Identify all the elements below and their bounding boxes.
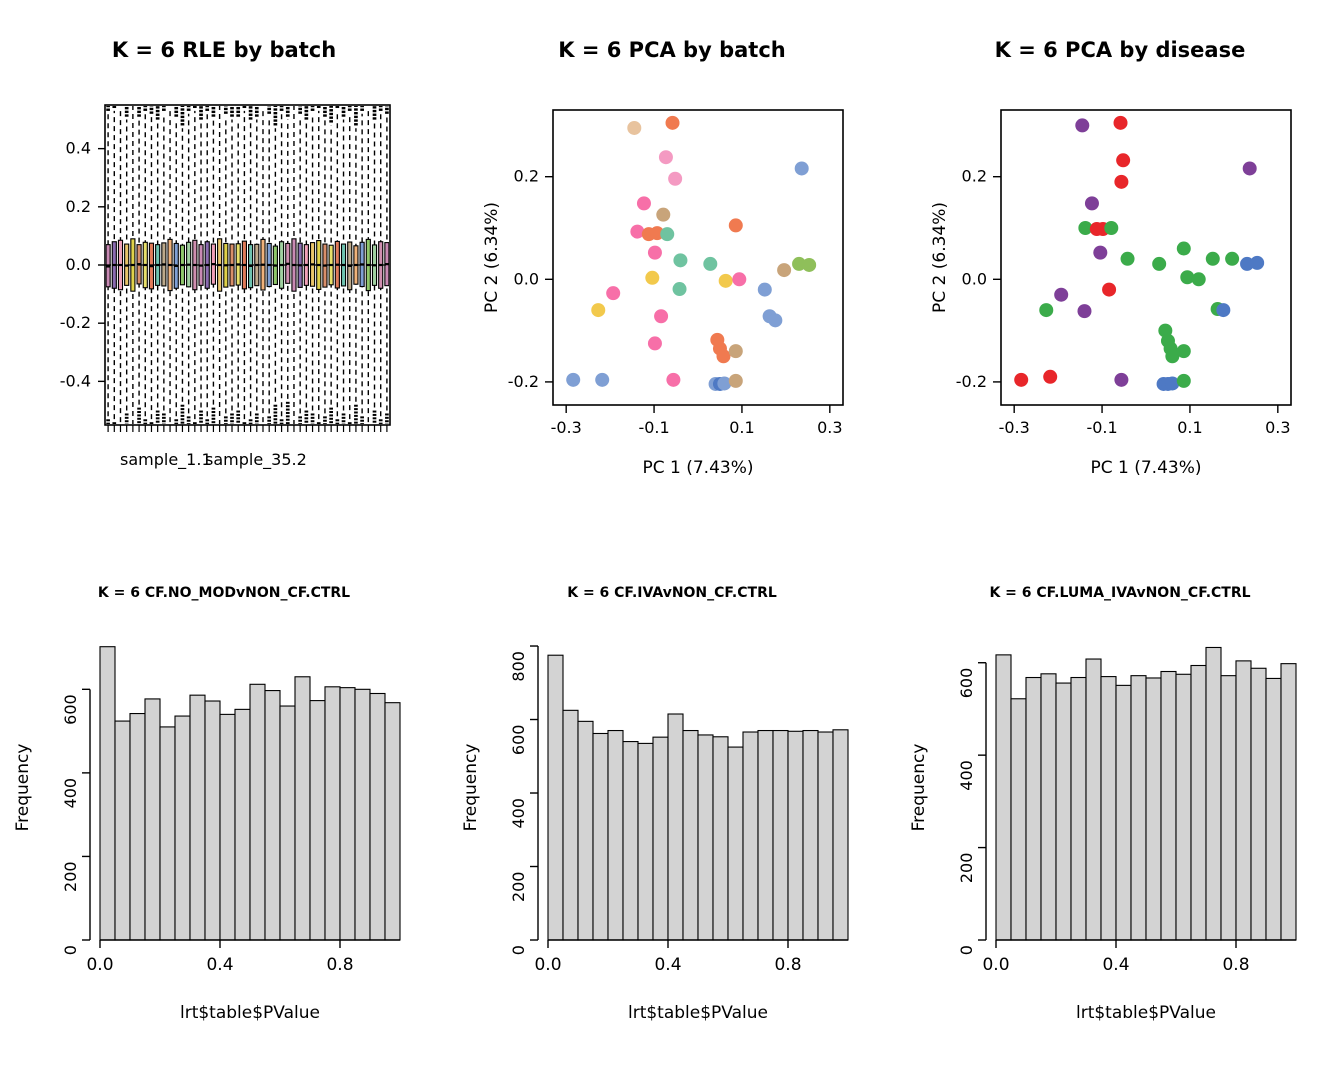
hist1-xlabel: lrt$table$PValue <box>179 1003 321 1023</box>
hist2-bar <box>668 714 683 940</box>
pca-batch-point <box>659 150 673 164</box>
hist2-bar <box>638 743 653 940</box>
pca-disease-point <box>1104 221 1118 235</box>
pca-batch-point <box>637 196 651 210</box>
hist2-bar <box>683 731 698 940</box>
hist3-ylabel: Frequency <box>909 743 929 832</box>
pca-disease-point <box>1114 116 1128 130</box>
hist2-bar <box>803 731 818 940</box>
rle-ytick-label: 0.4 <box>65 138 91 158</box>
hist2-bar <box>773 731 788 940</box>
hist3-bars <box>996 647 1296 940</box>
pca-disease-point <box>1077 304 1091 318</box>
hist2-bar <box>623 742 638 940</box>
hist1-bar <box>355 689 370 940</box>
hist3-bar <box>1131 676 1146 940</box>
pca-disease-point <box>1177 374 1191 388</box>
pca-batch-point <box>673 253 687 267</box>
hist2-ytick-label: 400 <box>509 798 528 829</box>
hist1-xtick-label: 0.4 <box>206 955 234 975</box>
hist2-ytick-label: 800 <box>509 651 528 682</box>
hist2-ytick-label: 600 <box>509 724 528 756</box>
hist2-bar <box>833 730 848 940</box>
pca-disease-point <box>1114 373 1128 387</box>
hist3-bar <box>1146 678 1161 940</box>
hist1-bar <box>295 677 310 940</box>
pca-disease-ylabel: PC 2 (6.34%) <box>930 201 950 314</box>
hist1-xtick-label: 0.8 <box>326 955 354 975</box>
hist2-xlabel: lrt$table$PValue <box>627 1003 769 1023</box>
pca-disease-xtick-label: 0.1 <box>1177 418 1203 437</box>
panel-hist3-title: K = 6 CF.LUMA_IVAvNON_CF.CTRL <box>989 585 1251 601</box>
hist1-bar <box>160 727 175 940</box>
hist1-bar <box>175 716 190 940</box>
pca-batch-ylabel: PC 2 (6.34%) <box>482 201 502 314</box>
pca-disease-xtick-label: 0.3 <box>1265 418 1291 437</box>
hist2-xtick-label: 0.4 <box>654 955 682 975</box>
hist3-ytick-label: 400 <box>957 760 976 791</box>
pca-batch-xtick-label: -0.3 <box>550 418 582 437</box>
pca-batch-point <box>666 116 680 130</box>
hist1-bar <box>265 691 280 940</box>
hist1-bar <box>325 687 340 940</box>
hist1-bar <box>145 699 160 940</box>
pca-batch-point <box>660 227 674 241</box>
hist3-bar <box>1011 699 1026 940</box>
hist2-bar <box>608 731 623 940</box>
pca-batch-ytick-label: -0.2 <box>507 371 539 391</box>
pca-batch-point <box>627 121 641 135</box>
rle-xtick-label-first: sample_1.1 <box>120 450 212 469</box>
hist3-bar <box>1191 666 1206 941</box>
rle-ytick-label: -0.4 <box>59 371 91 391</box>
pca-disease-plot <box>896 75 1344 545</box>
pca-disease-point <box>1250 256 1264 270</box>
pca-batch-point <box>758 283 772 297</box>
pca-disease-point <box>1177 242 1191 256</box>
pca-batch-point <box>666 373 680 387</box>
pca-disease-point <box>1043 370 1057 384</box>
hist1-bar <box>190 695 205 940</box>
pca-disease-point <box>1216 303 1230 317</box>
hist3-bar <box>1101 677 1116 940</box>
hist1-bars <box>100 647 400 940</box>
hist1-ytick-label: 600 <box>61 694 80 725</box>
hist3-bar <box>1266 678 1281 940</box>
hist1-xtick-label: 0.0 <box>86 955 114 975</box>
pca-disease-point <box>1093 246 1107 260</box>
pca-disease-xlabel: PC 1 (7.43%) <box>1090 458 1202 478</box>
pca-batch-ytick-label: 0.2 <box>513 166 539 186</box>
hist2-bar <box>743 732 758 940</box>
pca-batch-point <box>648 246 662 260</box>
panel-hist3 <box>896 560 1344 1060</box>
pca-batch-point <box>729 218 743 232</box>
pca-batch-point <box>673 282 687 296</box>
hist3-ytick-label: 600 <box>957 667 976 699</box>
pca-disease-point <box>1206 252 1220 266</box>
panel-pca-batch-title: K = 6 PCA by batch <box>558 38 786 62</box>
hist2-ytick-label: 200 <box>509 871 528 903</box>
pca-disease-point <box>1152 257 1166 271</box>
pca-batch-point <box>795 161 809 175</box>
hist2-ytick-label: 0 <box>509 945 528 956</box>
hist3-bar <box>1236 661 1251 940</box>
pca-disease-point <box>1054 288 1068 302</box>
pca-disease-point <box>1039 303 1053 317</box>
pca-batch-point <box>716 349 730 363</box>
panel-pca-batch <box>448 20 896 540</box>
pca-batch-point <box>703 257 717 271</box>
pca-disease-ytick-label: -0.2 <box>955 371 987 391</box>
hist2-bar <box>818 732 833 940</box>
pca-disease-point <box>1102 283 1116 297</box>
hist3-bar <box>1251 668 1266 940</box>
hist2-bar <box>758 731 773 940</box>
hist2-bar <box>578 721 593 940</box>
panel-hist1-title: K = 6 CF.NO_MODvNON_CF.CTRL <box>97 585 351 601</box>
rle-plot <box>0 75 448 495</box>
pca-batch-point <box>729 374 743 388</box>
hist3-bar <box>1071 678 1086 940</box>
hist3-bar <box>1206 647 1221 940</box>
pca-batch-point <box>719 274 733 288</box>
panel-rle-title: K = 6 RLE by batch <box>111 38 337 62</box>
panel-hist2 <box>448 560 896 1060</box>
pca-disease-point <box>1177 344 1191 358</box>
hist3-bar <box>1176 674 1191 940</box>
pca-batch-point <box>768 313 782 327</box>
hist1-ytick-label: 200 <box>61 861 80 892</box>
pca-disease-xtick-label: -0.3 <box>998 418 1030 437</box>
hist2-bar <box>728 747 743 940</box>
hist1-bar <box>370 693 385 940</box>
hist3-bar <box>1221 676 1236 940</box>
hist3-bar <box>1281 664 1296 940</box>
pca-batch-xtick-label: -0.1 <box>638 418 670 437</box>
hist1-ytick-label: 400 <box>61 777 80 809</box>
pca-disease-point <box>1243 161 1257 175</box>
rle-ytick-label: 0.0 <box>65 255 91 274</box>
hist1-bar <box>310 701 325 940</box>
hist1-bar <box>130 714 145 940</box>
hist2-bar <box>563 710 578 940</box>
pca-disease-point <box>1114 175 1128 189</box>
rle-xtick-label-last: sample_35.2 <box>205 450 307 469</box>
pca-disease-ytick-label: 0.2 <box>961 166 987 186</box>
pca-batch-point <box>777 263 791 277</box>
pca-disease-point <box>1014 373 1028 387</box>
hist3-plot <box>896 610 1344 1060</box>
pca-batch-point <box>732 272 746 286</box>
pca-disease-point <box>1075 118 1089 132</box>
hist3-ytick-label: 200 <box>957 852 976 884</box>
pca-batch-point <box>645 271 659 285</box>
pca-batch-point <box>802 258 816 272</box>
hist2-xtick-label: 0.0 <box>534 955 562 975</box>
hist2-ylabel: Frequency <box>461 743 481 832</box>
rle-ytick-label: -0.2 <box>59 313 91 333</box>
hist1-bar <box>235 709 250 940</box>
hist3-bar <box>1086 659 1101 940</box>
pca-disease-point <box>1225 252 1239 266</box>
hist2-bars <box>548 655 848 940</box>
hist2-xtick-label: 0.8 <box>774 955 802 975</box>
pca-disease-point <box>1085 196 1099 210</box>
hist3-xlabel: lrt$table$PValue <box>1075 1003 1217 1023</box>
pca-batch-point <box>654 309 668 323</box>
hist3-bar <box>1056 683 1071 940</box>
pca-batch-point <box>648 336 662 350</box>
hist3-xtick-label: 0.8 <box>1222 955 1250 975</box>
pca-batch-ytick-label: 0.0 <box>513 269 539 289</box>
hist3-xtick-label: 0.0 <box>982 955 1010 975</box>
hist2-bar <box>713 737 728 940</box>
pca-batch-point <box>591 303 605 317</box>
hist3-bar <box>1116 685 1131 940</box>
pca-batch-point <box>606 286 620 300</box>
hist3-xtick-label: 0.4 <box>1102 955 1130 975</box>
pca-disease-point <box>1192 272 1206 286</box>
hist1-bar <box>115 721 130 940</box>
hist1-bar <box>340 688 355 940</box>
pca-batch-point <box>566 373 580 387</box>
hist1-bar <box>280 706 295 940</box>
pca-disease-point <box>1121 252 1135 266</box>
pca-batch-plot <box>448 75 896 545</box>
hist2-bar <box>593 733 608 940</box>
hist2-bar <box>548 655 563 940</box>
panel-hist1 <box>0 560 448 1060</box>
panel-pca-disease-title: K = 6 PCA by disease <box>994 38 1246 62</box>
pca-batch-xtick-label: 0.1 <box>729 418 755 437</box>
hist1-plot <box>0 610 448 1060</box>
hist1-bar <box>205 701 220 940</box>
pca-batch-point <box>656 208 670 222</box>
hist3-bar <box>996 655 1011 940</box>
hist1-bar <box>220 714 235 940</box>
panel-hist2-title: K = 6 CF.IVAvNON_CF.CTRL <box>567 585 777 601</box>
hist1-bar <box>385 703 400 940</box>
panel-pca-disease <box>896 20 1344 540</box>
panel-rle <box>0 20 448 500</box>
hist1-ylabel: Frequency <box>13 743 33 832</box>
hist2-bar <box>698 735 713 940</box>
hist1-ytick-label: 0 <box>61 945 80 956</box>
hist3-bar <box>1161 672 1176 940</box>
hist1-bar <box>100 647 115 940</box>
pca-batch-point <box>668 172 682 186</box>
hist3-bar <box>1026 678 1041 940</box>
pca-batch-point <box>729 344 743 358</box>
pca-disease-xtick-label: -0.1 <box>1086 418 1118 437</box>
hist2-bar <box>653 737 668 940</box>
pca-disease-point <box>1116 153 1130 167</box>
rle-ytick-label: 0.2 <box>65 196 91 216</box>
hist2-plot <box>448 610 896 1060</box>
pca-batch-point <box>595 373 609 387</box>
hist1-bar <box>250 684 265 940</box>
pca-disease-ytick-label: 0.0 <box>961 269 987 289</box>
hist3-ytick-label: 0 <box>957 945 976 956</box>
hist3-bar <box>1041 674 1056 940</box>
pca-batch-xlabel: PC 1 (7.43%) <box>642 458 754 478</box>
pca-batch-xtick-label: 0.3 <box>817 418 843 437</box>
hist2-bar <box>788 731 803 940</box>
